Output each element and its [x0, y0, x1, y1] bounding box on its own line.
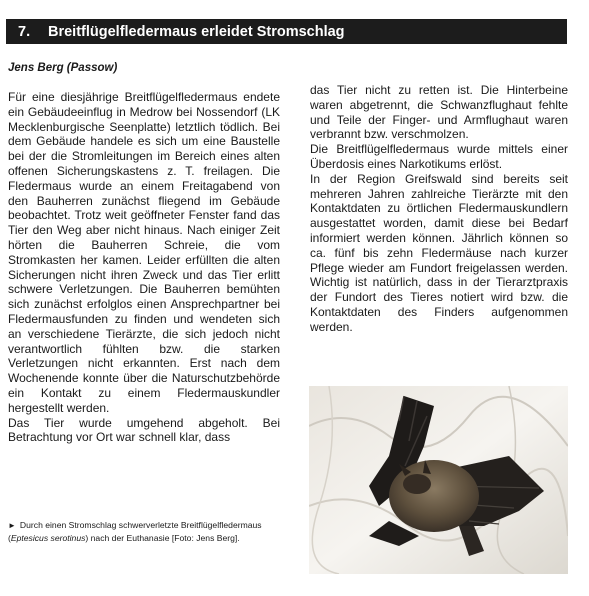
paragraph: In der Region Greifswald sind bereits seit mehreren Jahren zahlreiche Tierärzte mit den Kontaktdaten zu örtlichen Fledermauskundlern ausgestattet worden, damit diese bei Bedarf informiert werden können. Jährlich können so ca. fünf bis zehn Fledermäuse nach kurzer Pflege wieder am Fundort freigelassen werden. Wichtig ist natürlich, dass in der Tierarztpraxis der Fundort des Tieres notiert wird bzw. die Kontaktdaten des Finders aufgenommen werden. — [310, 171, 568, 334]
caption-text-start: Durch einen Stromschlag schwerverletzte Breitflügelfledermaus ( — [8, 520, 262, 543]
bat-photo-image — [309, 386, 568, 574]
article-header — [6, 19, 567, 44]
caption-species: Eptesicus serotinus — [10, 533, 86, 543]
article-title: Breitflügelfledermaus erleidet Stromschlag — [48, 23, 345, 40]
author-line: Jens Berg (Passow) — [8, 62, 118, 74]
paragraph: Das Tier wurde umgehend abgeholt. Bei Betrachtung vor Ort war schnell klar, dass — [8, 415, 280, 445]
bat-photo — [309, 386, 568, 574]
paragraph: das Tier nicht zu retten ist. Die Hinterbeine waren abgetrennt, die Schwanzflughaut fehlte und Teile der Finger- und Armflughaut waren verbrannt bzw. verschmolzen. — [310, 83, 568, 142]
paragraph: Die Breitflügelfledermaus wurde mittels einer Überdosis eines Narkotikums erlöst. — [310, 142, 568, 171]
left-text-column — [8, 90, 280, 445]
article-number: 7. — [18, 23, 31, 40]
caption-text-end: ) nach der Euthanasie [Foto: Jens Berg]. — [85, 533, 240, 543]
caption-pointer-icon: ► — [8, 521, 16, 530]
right-text-column — [310, 83, 568, 335]
paragraph: Für eine diesjährige Breitflügelfledermaus endete ein Gebäudeeinflug in Medrow bei Nossendorf (LK Mecklenburgische Seenplatte) letztlich tödlich. Bei dem Gebäude handele es sich um eine Baustelle bei der die Stromleitungen im Bereich eines alten offenen Sicherungskastens z. T. freilagen. Die Fledermaus wurde an einem Freitagabend von den Bauherren zunächst fliegend im Gebäude beobachtet. Trotz weit geöffneter Fenster fand das Tier den Weg aber nicht hinaus. Nach einiger Zeit hörten die Bauherren Schreie, die vom Stromkasten her kamen. Leider erfüllten die alten Sicherungen nicht ihren Zweck und das Tier erlitt schwere Verletzungen. Die Bauherren bemühten sich zunächst erfolglos einen Ansprechpartner bei Fledermausfunden zu finden und wendeten sich an verschiedene Tierärzte, die sich jedoch nicht verantwortlich fühlten bzw. die starken Verletzungen nicht erkannten. Erst nach dem Wochenende konnte über die Naturschutzbehörde ein Kontakt zu einem Fledermauskundler hergestellt werden. — [8, 90, 280, 415]
photo-caption — [8, 519, 278, 544]
